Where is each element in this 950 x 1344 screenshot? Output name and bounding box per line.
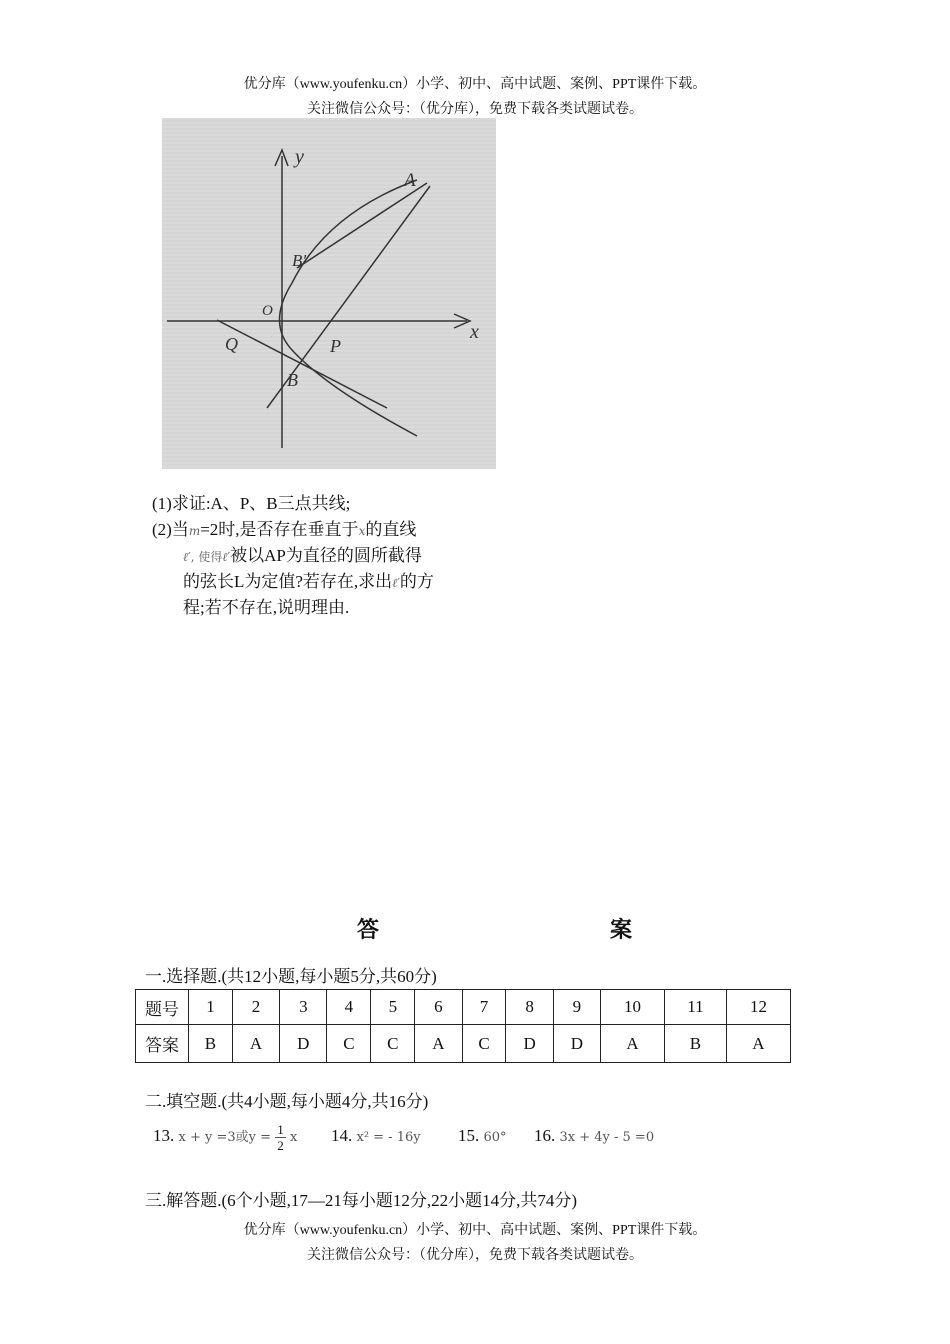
answer-expression: 3x + 4y - 5 =0	[559, 1130, 655, 1145]
text-segment: (2)当	[152, 520, 189, 539]
question-part-2-line-4: 程;若不存在,说明理由.	[183, 598, 350, 617]
table-row	[136, 1025, 791, 1063]
math-l-prime: ℓ′	[392, 576, 400, 590]
table-cell: A	[726, 1025, 790, 1063]
answer-number: 16.	[534, 1126, 556, 1145]
table-cell: 5	[371, 990, 415, 1025]
parabola-curve	[280, 180, 418, 436]
table-cell: D	[506, 1025, 553, 1063]
fraction	[275, 1122, 286, 1153]
math-m: m	[188, 524, 201, 538]
origin-label: O	[262, 303, 273, 319]
parabola-diagram	[162, 118, 496, 469]
fill-answer-15	[458, 1121, 507, 1153]
table-cell: A	[415, 1025, 462, 1063]
header-line-1: 优分库（www.youfenku.cn）小学、初中、高中试题、案例、PPT课件下载。	[243, 77, 707, 92]
table-cell: 6	[415, 990, 462, 1025]
table-cell: A	[601, 1025, 665, 1063]
fill-answer-14	[331, 1121, 421, 1153]
fraction-denominator: 2	[277, 1137, 284, 1153]
question-part-2-line-3	[183, 569, 434, 596]
point-a-label: A	[404, 170, 416, 191]
text-segment: 的方	[399, 572, 434, 591]
table-cell: B	[665, 1025, 727, 1063]
table-cell: 11	[665, 990, 727, 1025]
fill-answer-16	[534, 1121, 654, 1153]
footer-line-1: 优分库（www.youfenku.cn）小学、初中、高中试题、案例、PPT课件下载。	[243, 1223, 707, 1238]
text-segment: 被以AP为直径的圆所截得	[230, 546, 422, 565]
table-cell: B	[189, 1025, 233, 1063]
line-q-b	[217, 320, 387, 408]
answers-title-left: 答	[357, 918, 380, 943]
table-cell: D	[553, 1025, 600, 1063]
point-p-label: P	[330, 336, 341, 356]
table-cell: D	[280, 1025, 327, 1063]
answer-expression: x + y =3或y =	[178, 1130, 271, 1145]
text-segment: 的直线	[365, 520, 417, 539]
question-part-2-line-1	[152, 517, 416, 544]
point-b-label: B	[287, 370, 298, 390]
table-cell: 12	[726, 990, 790, 1025]
answer-number: 13.	[153, 1126, 175, 1145]
point-b-prime-label: B'	[292, 251, 307, 270]
geometry-figure	[162, 118, 496, 469]
table-cell: 9	[553, 990, 600, 1025]
answer-expression: 60°	[483, 1130, 507, 1145]
section-3-heading: 三.解答题.(6个小题,17—21每小题12分,22小题14分,共74分)	[145, 1191, 578, 1210]
table-cell: 3	[280, 990, 327, 1025]
math-l-prime: ℓ′	[183, 550, 191, 564]
question-part-2-line-2	[183, 543, 422, 570]
table-cell: C	[462, 1025, 506, 1063]
x-label: x	[470, 321, 479, 343]
table-row	[136, 990, 791, 1025]
footer-line-2: 关注微信公众号：（优分库），免费下载各类试题试卷。	[307, 1248, 643, 1263]
answer-expression: x² = - 16y	[356, 1130, 421, 1145]
table-cell: 8	[506, 990, 553, 1025]
answer-table	[135, 989, 791, 1063]
table-cell: A	[232, 1025, 279, 1063]
point-q-label: Q	[225, 334, 238, 354]
answer-number: 14.	[331, 1126, 353, 1145]
math-l-prime: ℓ′	[222, 550, 231, 564]
section-1-heading: 一.选择题.(共12小题,每小题5分,共60分)	[145, 967, 437, 986]
table-header-cell: 题号	[136, 990, 189, 1025]
text-segment: =2时,是否存在垂直于	[200, 520, 359, 539]
answer-expression: x	[290, 1130, 298, 1145]
fill-answer-13	[153, 1121, 297, 1153]
text-segment: , 使得	[190, 550, 223, 564]
table-cell: 1	[189, 990, 233, 1025]
table-cell: 10	[601, 990, 665, 1025]
math-x: x	[358, 524, 366, 538]
question-part-1: (1)求证:A、P、B三点共线;	[152, 494, 351, 513]
table-cell: C	[371, 1025, 415, 1063]
table-cell: 7	[462, 990, 506, 1025]
text-segment: 的弦长L为定值?若存在,求出	[183, 572, 393, 591]
header-line-2: 关注微信公众号：（优分库），免费下载各类试题试卷。	[307, 102, 643, 117]
fraction-numerator: 1	[277, 1121, 284, 1137]
table-cell: 2	[232, 990, 279, 1025]
table-header-cell: 答案	[136, 1025, 189, 1063]
y-label: y	[295, 146, 304, 168]
answers-title-right: 案	[610, 918, 633, 943]
table-cell: 4	[327, 990, 371, 1025]
table-cell: C	[327, 1025, 371, 1063]
section-2-heading: 二.填空题.(共4小题,每小题4分,共16分)	[145, 1092, 429, 1111]
answer-number: 15.	[458, 1126, 480, 1145]
tangent-at-b-prime	[297, 183, 427, 268]
